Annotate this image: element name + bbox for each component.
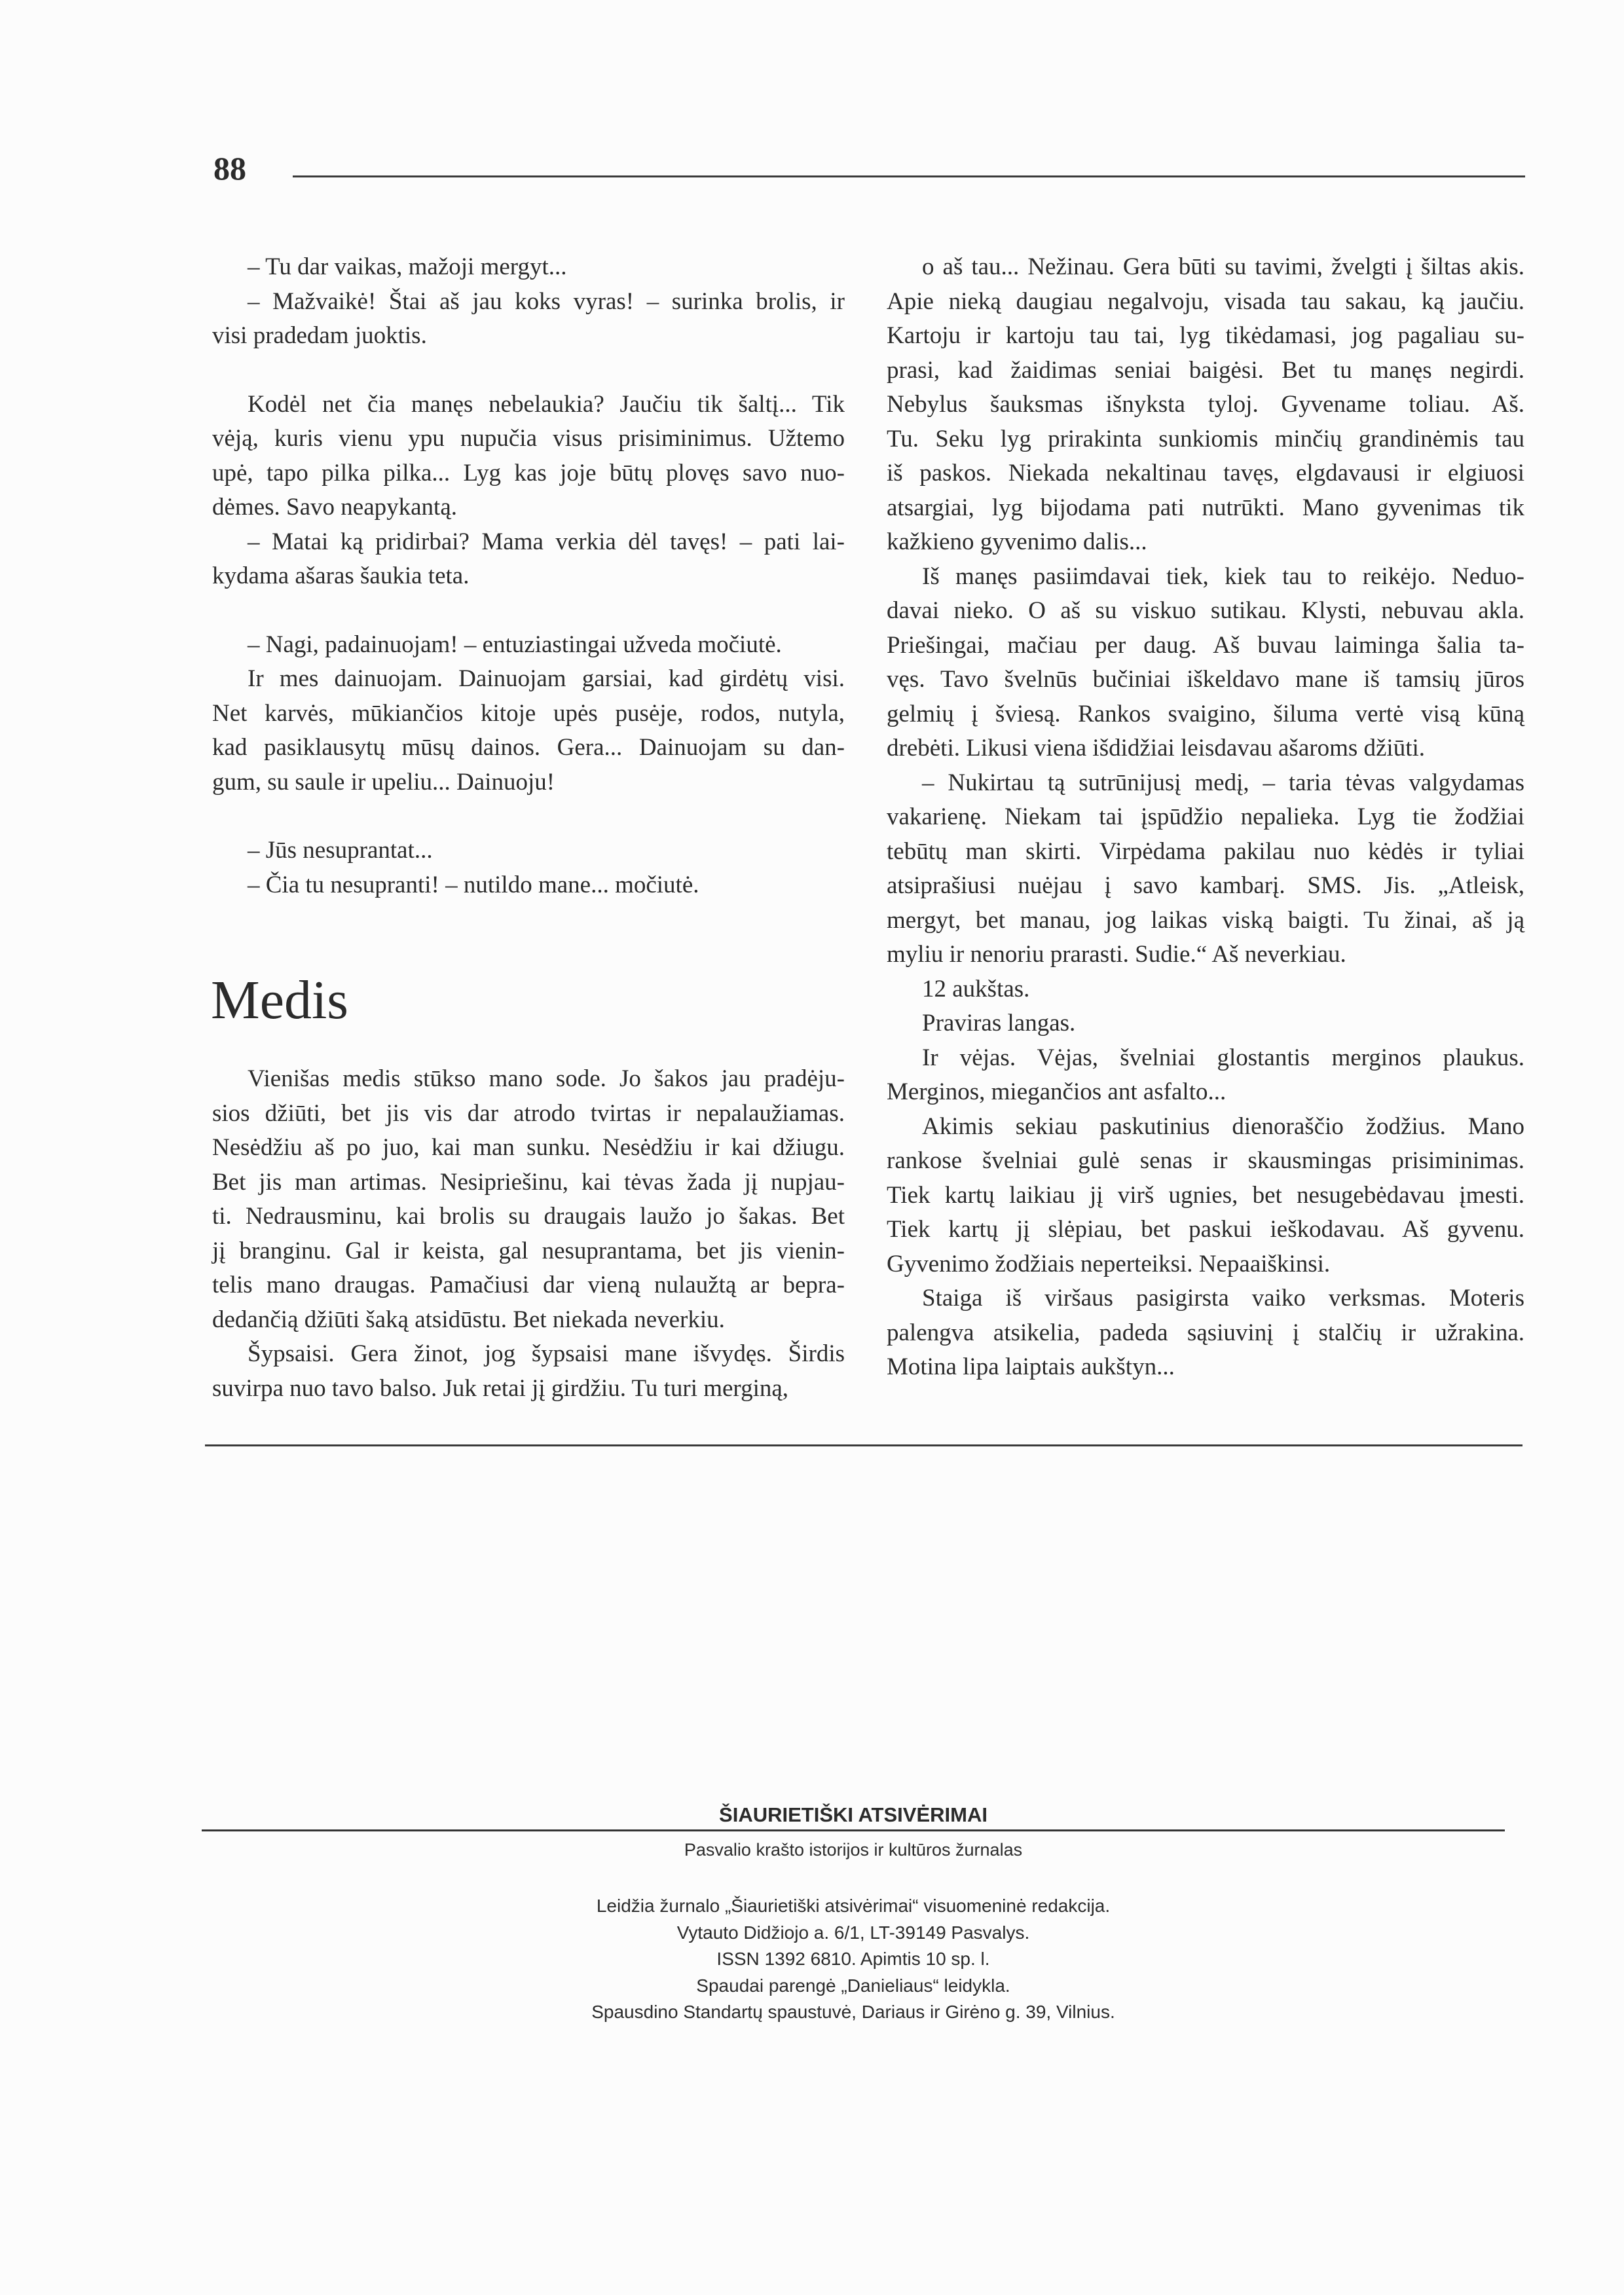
- text-line: Kartoju ir kartoju tau tai, lyg tikėdamasi, jog pagaliau su-: [887, 322, 1524, 349]
- text-line: Vienišas medis stūkso mano sode. Jo šakos jau pradėju-: [248, 1065, 845, 1092]
- text-line: dedančią džiūti šaką atsidūstu. Bet niekada neverkiu.: [212, 1306, 725, 1333]
- paragraph: [887, 560, 1524, 766]
- publication-info: [202, 1893, 1505, 2026]
- paragraph: [887, 766, 1524, 972]
- paragraph: [212, 662, 845, 799]
- text-line: gum, su saule ir upeliu... Dainuoju!: [212, 768, 555, 796]
- text-line: Apie nieką daugiau negalvoju, visada tau sakau, ką jaučiu.: [887, 287, 1524, 315]
- paragraph: [212, 1062, 845, 1337]
- text-line: dėmes. Savo neapykantą.: [212, 494, 457, 521]
- text-line: davai nieko. O aš su viskuo sutikau. Klysti, nebuvau akla.: [887, 597, 1524, 624]
- paragraph: [212, 1337, 845, 1406]
- text-line: Tiek kartų laikiau jį virš ugnies, bet nesugebėdavau įmesti.: [887, 1181, 1524, 1209]
- text-line: Bet jis man artimas. Nesipriešinu, kai tėvas žada jį nupjau-: [212, 1168, 845, 1196]
- text-line: telis mano draugas. Pamačiusi dar vieną nulaužtą ar bepra-: [212, 1272, 845, 1298]
- text-line: o aš tau... Nežinau. Gera būti su tavimi, žvelgti į šiltas akis.: [922, 253, 1524, 280]
- issn-line: ISSN 1392 6810. Apimtis 10 sp. l.: [716, 1949, 990, 1969]
- text-line: palengva atsikelia, padeda sąsiuvinį į stalčių ir užrakina.: [887, 1319, 1524, 1346]
- paragraph: [212, 285, 845, 354]
- text-line: Staiga iš viršaus pasigirsta vaiko verksmas. Moteris: [922, 1285, 1524, 1312]
- text-line: Kodėl net čia manęs nebelaukia? Jaučiu tik šaltį... Tik: [248, 390, 845, 418]
- text-section: [212, 388, 845, 594]
- paragraph: [212, 834, 845, 868]
- colophon: [202, 1801, 1505, 2026]
- journal-title: ŠIAURIETIŠKI ATSIVĖRIMAI: [719, 1803, 987, 1826]
- text-line: vakarienę. Niekam tai įspūdžio nepalieka. Lyg tie žodžiai: [887, 803, 1524, 830]
- paragraph: [212, 868, 845, 903]
- text-line: Ir vėjas. Vėjas, švelniai glostantis merginos plaukus.: [922, 1044, 1524, 1071]
- prepress-line: Spaudai parengė „Danieliaus“ leidykla.: [696, 1975, 1010, 1996]
- text-line: kažkieno gyvenimo dalis...: [887, 528, 1147, 555]
- text-line: vęs. Tavo švelnūs bučiniai iškeldavo mane iš tamsių jūros: [887, 666, 1524, 693]
- text-end-rule: [205, 1444, 1522, 1446]
- text-line: Nesėdžiu aš po juo, kai man sunku. Nesėdžiu ir kai džiugu.: [212, 1134, 845, 1161]
- text-line: Gyvenimo žodžiais neperteiksi. Nepaaiškinsi.: [887, 1250, 1331, 1277]
- text-line: jį branginu. Gal ir keista, gal nesuprantama, bet jis vienin-: [212, 1237, 845, 1264]
- text-line: tebūtų man skirti. Virpėdama pakilau nuo kėdės ir tyliai: [887, 837, 1524, 865]
- paragraph: [887, 1041, 1524, 1110]
- text-line: rankose švelniai gulė senas ir skausmingas prisiminimas.: [887, 1147, 1524, 1174]
- text-line: prasi, kad žaidimas seniai baigėsi. Bet tu manęs negirdi.: [887, 356, 1524, 384]
- paragraph: [887, 972, 1524, 1007]
- text-line: 12 aukštas.: [922, 975, 1030, 1002]
- paragraph: [212, 628, 845, 663]
- text-section: [212, 1062, 845, 1406]
- colophon-rule: [202, 1829, 1505, 1831]
- text-line: atsargiai, lyg bijodama pati nutrūkti. Mano gyvenimas tik: [887, 494, 1524, 521]
- paragraph: [887, 250, 1524, 560]
- text-line: sios džiūti, bet jis vis dar atrodo tvirtas ir nepalaužiamas.: [212, 1099, 845, 1127]
- text-line: upė, tapo pilka pilka... Lyg kas joje būtų plovęs savo nuo-: [212, 459, 845, 487]
- header-rule: [293, 175, 1525, 177]
- text-line: myliu ir nenoriu prarasti. Sudie.“ Aš neverkiau.: [887, 941, 1346, 968]
- text-line: ti. Nedrausminu, kai brolis su draugais laužo jo šakas. Bet: [212, 1203, 845, 1230]
- left-column-dialogue: [212, 250, 845, 902]
- right-column: [887, 250, 1524, 1385]
- text-line: mergyt, bet manau, jog laikas viską baigti. Tu žinai, aš ją: [887, 906, 1524, 934]
- address-line: Vytauto Didžiojo a. 6/1, LT-39149 Pasvalys.: [676, 1922, 1030, 1943]
- text-line: suvirpa nuo tavo balso. Juk retai jį girdžiu. Tu turi merginą,: [212, 1374, 789, 1402]
- text-line: gelmių į šviesą. Rankos svaigino, šiluma vertė visą kūną: [887, 700, 1524, 727]
- text-line: – Čia tu nesupranti! – nutildo mane... močiutė.: [248, 871, 699, 898]
- paragraph: [887, 1281, 1524, 1385]
- text-line: iš paskos. Niekada nekaltinau tavęs, elgdavausi ir elgiuosi: [887, 460, 1524, 487]
- paragraph: [212, 250, 845, 285]
- text-line: Tu. Seku lyg prirakinta sunkiomis minčių grandinėmis tau: [887, 425, 1524, 452]
- text-line: Akimis sekiau paskutinius dienoraščio žodžius. Mano: [922, 1112, 1524, 1140]
- text-line: Ir mes dainuojam. Dainuojam garsiai, kad girdėtų visi.: [248, 665, 845, 692]
- text-line: – Tu dar vaikas, mažoji mergyt...: [248, 253, 567, 280]
- text-line: – Mažvaikė! Štai aš jau koks vyras! – surinka brolis, ir: [248, 287, 845, 315]
- text-line: Šypsaisi. Gera žinot, jog šypsaisi mane išvydęs. Širdis: [248, 1340, 845, 1367]
- text-line: atsiprašiusi nuėjau į savo kambarį. SMS. Jis. „Atleisk,: [887, 872, 1524, 899]
- text-line: – Nukirtau tą sutrūnijusį medį, – taria tėvas valgydamas: [922, 769, 1524, 796]
- text-line: Merginos, miegančios ant asfalto...: [887, 1078, 1227, 1105]
- text-line: Nebylus šauksmas išnyksta tyloj. Gyvename toliau. Aš.: [887, 391, 1524, 418]
- text-section: [212, 834, 845, 902]
- left-column-medis: [212, 1062, 845, 1406]
- paragraph: [212, 525, 845, 594]
- text-line: Tiek kartų jį slėpiau, bet paskui ieškodavau. Aš gyvenu.: [887, 1216, 1524, 1243]
- text-line: – Matai ką pridirbai? Mama verkia dėl tavęs! – pati lai-: [248, 528, 845, 555]
- paragraph: [887, 1006, 1524, 1041]
- text-section: [212, 250, 845, 354]
- text-line: kydama ašaras šaukia teta.: [212, 562, 470, 589]
- section-heading: Medis: [211, 970, 348, 1031]
- text-section: [887, 250, 1524, 1385]
- text-line: vėją, kuris vienu ypu nupučia visus prisiminimus. Užtemo: [212, 425, 845, 452]
- journal-subtitle: Pasvalio krašto istorijos ir kultūros žurnalas: [684, 1840, 1023, 1860]
- text-line: – Nagi, padainuojam! – entuziastingai užveda močiutė.: [248, 631, 782, 658]
- text-line: Motina lipa laiptais aukštyn...: [887, 1353, 1175, 1380]
- text-line: Net karvės, mūkiančios kitoje upės pusėje, rodos, nutyla,: [212, 699, 845, 727]
- text-line: Praviras langas.: [922, 1010, 1076, 1037]
- printer-line: Spausdino Standartų spaustuvė, Dariaus ir Girėno g. 39, Vilnius.: [591, 2002, 1115, 2022]
- text-section: [212, 628, 845, 800]
- paragraph: [887, 1110, 1524, 1282]
- text-line: – Jūs nesuprantat...: [248, 837, 433, 864]
- paragraph: [212, 388, 845, 525]
- text-line: drebėti. Likusi viena išdidžiai leisdavau ašaroms džiūti.: [887, 735, 1426, 762]
- text-line: visi pradedam juoktis.: [212, 322, 427, 349]
- text-line: Iš manęs pasiimdavai tiek, kiek tau to reikėjo. Neduo-: [922, 562, 1524, 590]
- page-number: 88: [213, 150, 246, 187]
- text-line: Priešingai, mačiau per daug. Aš buvau laiminga šalia ta-: [887, 631, 1524, 659]
- text-line: kad pasiklausytų mūsų dainos. Gera... Dainuojam su dan-: [212, 734, 845, 761]
- publisher-line: Leidžia žurnalo „Šiaurietiški atsivėrimai“ visuomeninė redakcija.: [596, 1896, 1111, 1916]
